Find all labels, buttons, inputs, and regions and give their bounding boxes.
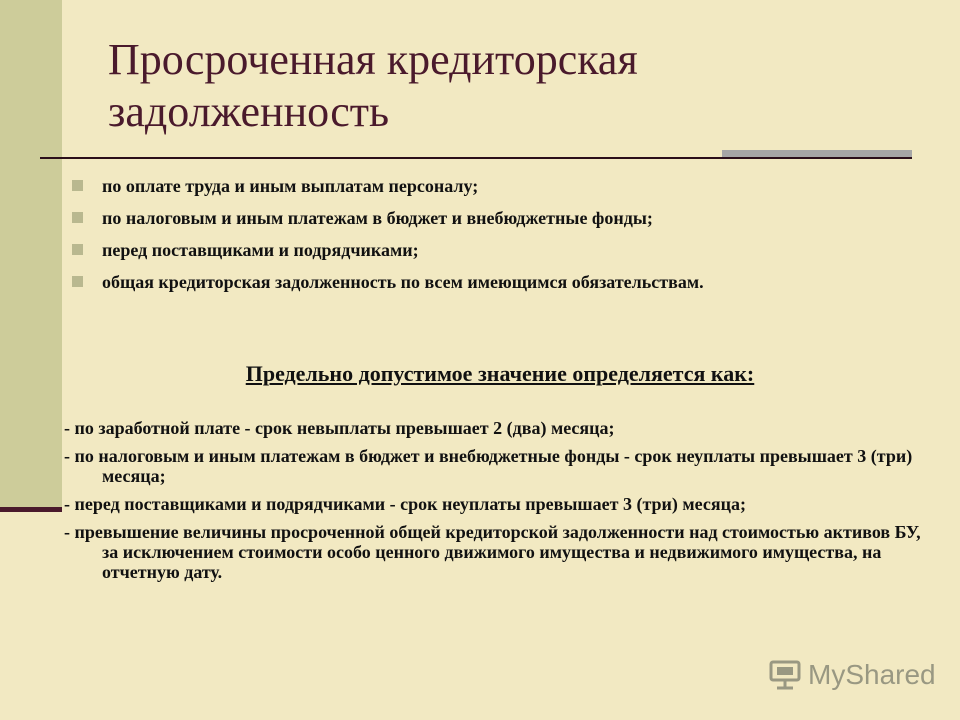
bullet-item: [72, 208, 932, 228]
bullet-list: [72, 176, 932, 304]
criteria-item: - по заработной плате - срок невыплаты превышает 2 (два) месяца;: [64, 418, 615, 438]
watermark-logo: [768, 655, 936, 695]
presentation-board-icon: [768, 660, 802, 690]
bullet-item: [72, 176, 932, 196]
square-bullet-icon: [72, 180, 83, 191]
left-decorative-band: [0, 0, 62, 512]
criteria-item: - перед поставщиками и подрядчиками - срок неуплаты превышает 3 (три) месяца;: [64, 494, 746, 514]
watermark-text: MyShared: [808, 659, 936, 690]
slide-title: Просроченная кредиторская задолженность: [108, 35, 638, 136]
bullet-text: перед поставщиками и подрядчиками;: [102, 240, 419, 260]
section-subheading: Предельно допустимое значение определяется как:: [245, 361, 755, 386]
bullet-text: по налоговым и иным платежам в бюджет и внебюджетные фонды;: [102, 208, 653, 228]
bullet-text: по оплате труда и иным выплатам персоналу;: [102, 176, 479, 196]
criteria-list: [64, 418, 924, 590]
left-band-divider: [0, 507, 62, 512]
square-bullet-icon: [72, 244, 83, 255]
criteria-item: - превышение величины просроченной общей кредиторской задолженности над стоимостью активов БУ, за исключением стоимости особо ценного движимого имущества и недвижимого имущества, на отчетную дату.: [64, 522, 921, 582]
bullet-text: общая кредиторская задолженность по всем имеющимся обязательствам.: [102, 272, 704, 292]
bullet-item: [72, 240, 932, 260]
criteria-item: - по налоговым и иным платежам в бюджет и внебюджетные фонды - срок неуплаты превышает 3 (три) месяца;: [64, 446, 913, 486]
square-bullet-icon: [72, 212, 83, 223]
title-underline-rule: [40, 157, 912, 159]
square-bullet-icon: [72, 276, 83, 287]
bullet-item: [72, 272, 932, 292]
